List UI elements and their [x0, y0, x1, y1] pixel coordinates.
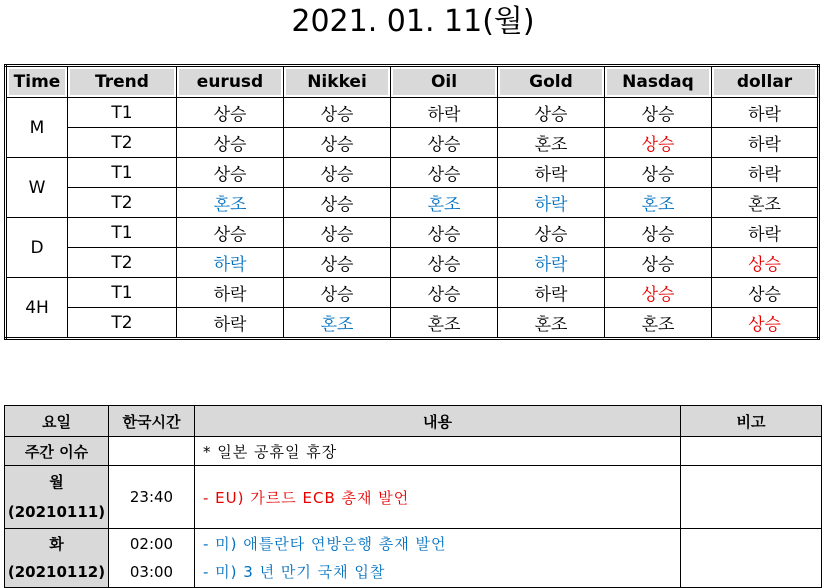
monday-row [5, 466, 822, 529]
day-label: 화 [49, 535, 64, 553]
nasdaq-cell: 상승 [605, 218, 712, 248]
event-time: 23:40 [109, 466, 195, 529]
nikkei-cell: 상승 [284, 278, 391, 308]
oil-cell: 하락 [391, 98, 498, 128]
nasdaq-cell: 상승 [605, 278, 712, 308]
nikkei-cell: 상승 [284, 98, 391, 128]
dollar-cell: 하락 [712, 158, 819, 188]
tuesday-row [5, 529, 822, 588]
nasdaq-cell: 상승 [605, 128, 712, 158]
eurusd-cell: 혼조 [177, 188, 284, 218]
gold-cell: 하락 [498, 248, 605, 278]
gold-cell: 하락 [498, 158, 605, 188]
tuesday-day [5, 529, 109, 588]
header-content: 내용 [195, 406, 681, 437]
eurusd-cell: 상승 [177, 158, 284, 188]
weekly-label: 주간 이슈 [5, 437, 109, 466]
header-dollar: dollar [712, 66, 819, 98]
dollar-cell: 하락 [712, 98, 819, 128]
trend-header-row [6, 66, 819, 98]
oil-cell: 혼조 [391, 188, 498, 218]
day-date: (20210112) [7, 563, 106, 581]
tuesday-note [681, 529, 822, 588]
trend-cell: T2 [68, 248, 177, 278]
schedule-table [4, 405, 822, 588]
nikkei-cell: 혼조 [284, 308, 391, 339]
dollar-cell: 상승 [712, 308, 819, 339]
weekly-issue: * 일본 공휴일 휴장 [195, 437, 681, 466]
gold-cell: 상승 [498, 98, 605, 128]
trend-row [6, 158, 819, 188]
header-oil: Oil [391, 66, 498, 98]
nasdaq-cell: 혼조 [605, 308, 712, 339]
gold-cell: 하락 [498, 278, 605, 308]
trend-cell: T1 [68, 98, 177, 128]
eurusd-cell: 하락 [177, 248, 284, 278]
gold-cell: 혼조 [498, 128, 605, 158]
header-gold: Gold [498, 66, 605, 98]
gold-cell: 하락 [498, 188, 605, 218]
trend-row [6, 128, 819, 158]
time-cell: D [6, 218, 68, 278]
nikkei-cell: 상승 [284, 158, 391, 188]
trend-row [6, 188, 819, 218]
schedule-header-row [5, 406, 822, 437]
weekly-note [681, 437, 822, 466]
monday-note [681, 466, 822, 529]
time-cell: 4H [6, 278, 68, 339]
page-title: 2021. 01. 11(월) [291, 4, 535, 39]
eurusd-cell: 상승 [177, 128, 284, 158]
time-cell: W [6, 158, 68, 218]
oil-cell: 상승 [391, 248, 498, 278]
time-cell: M [6, 98, 68, 158]
trend-cell: T2 [68, 308, 177, 339]
header-trend: Trend [68, 66, 177, 98]
trend-row [6, 98, 819, 128]
oil-cell: 상승 [391, 218, 498, 248]
header-nasdaq: Nasdaq [605, 66, 712, 98]
dollar-cell: 상승 [712, 278, 819, 308]
header-korea-time: 한국시간 [109, 406, 195, 437]
weekly-issue-row [5, 437, 822, 466]
nasdaq-cell: 상승 [605, 248, 712, 278]
event-text: - EU) 가르드 ECB 총재 발언 [195, 466, 681, 529]
eurusd-cell: 하락 [177, 278, 284, 308]
nasdaq-cell: 상승 [605, 158, 712, 188]
dollar-cell: 혼조 [712, 188, 819, 218]
header-note: 비고 [681, 406, 822, 437]
eurusd-cell: 상승 [177, 218, 284, 248]
oil-cell: 상승 [391, 158, 498, 188]
dollar-cell: 하락 [712, 128, 819, 158]
nasdaq-cell: 혼조 [605, 188, 712, 218]
nikkei-cell: 상승 [284, 188, 391, 218]
trend-cell: T2 [68, 128, 177, 158]
nikkei-cell: 상승 [284, 128, 391, 158]
gold-cell: 상승 [498, 218, 605, 248]
event-time: 02:00 [129, 535, 174, 553]
trend-cell: T1 [68, 278, 177, 308]
eurusd-cell: 상승 [177, 98, 284, 128]
eurusd-cell: 하락 [177, 308, 284, 339]
dollar-cell: 상승 [712, 248, 819, 278]
header-time: Time [6, 66, 68, 98]
header-day: 요일 [5, 406, 109, 437]
nasdaq-cell: 상승 [605, 98, 712, 128]
trend-cell: T1 [68, 218, 177, 248]
event-times [109, 529, 195, 588]
weekly-time [109, 437, 195, 466]
day-label: 월 [49, 473, 64, 491]
oil-cell: 혼조 [391, 308, 498, 339]
nikkei-cell: 상승 [284, 218, 391, 248]
dollar-cell: 하락 [712, 218, 819, 248]
trend-row [6, 248, 819, 278]
oil-cell: 상승 [391, 278, 498, 308]
event-time: 03:00 [129, 563, 174, 581]
trend-row [6, 218, 819, 248]
event-texts [195, 529, 681, 588]
event-text: - 미) 3 년 만기 국채 입찰 [203, 563, 386, 581]
trend-table [4, 64, 820, 340]
header-nikkei: Nikkei [284, 66, 391, 98]
day-date: (20210111) [7, 503, 106, 521]
trend-row [6, 308, 819, 339]
oil-cell: 상승 [391, 128, 498, 158]
trend-cell: T1 [68, 158, 177, 188]
nikkei-cell: 상승 [284, 248, 391, 278]
event-text: - 미) 애틀란타 연방은행 총재 발언 [203, 535, 447, 553]
gold-cell: 혼조 [498, 308, 605, 339]
trend-row [6, 278, 819, 308]
monday-day [5, 466, 109, 529]
header-eurusd: eurusd [177, 66, 284, 98]
trend-cell: T2 [68, 188, 177, 218]
